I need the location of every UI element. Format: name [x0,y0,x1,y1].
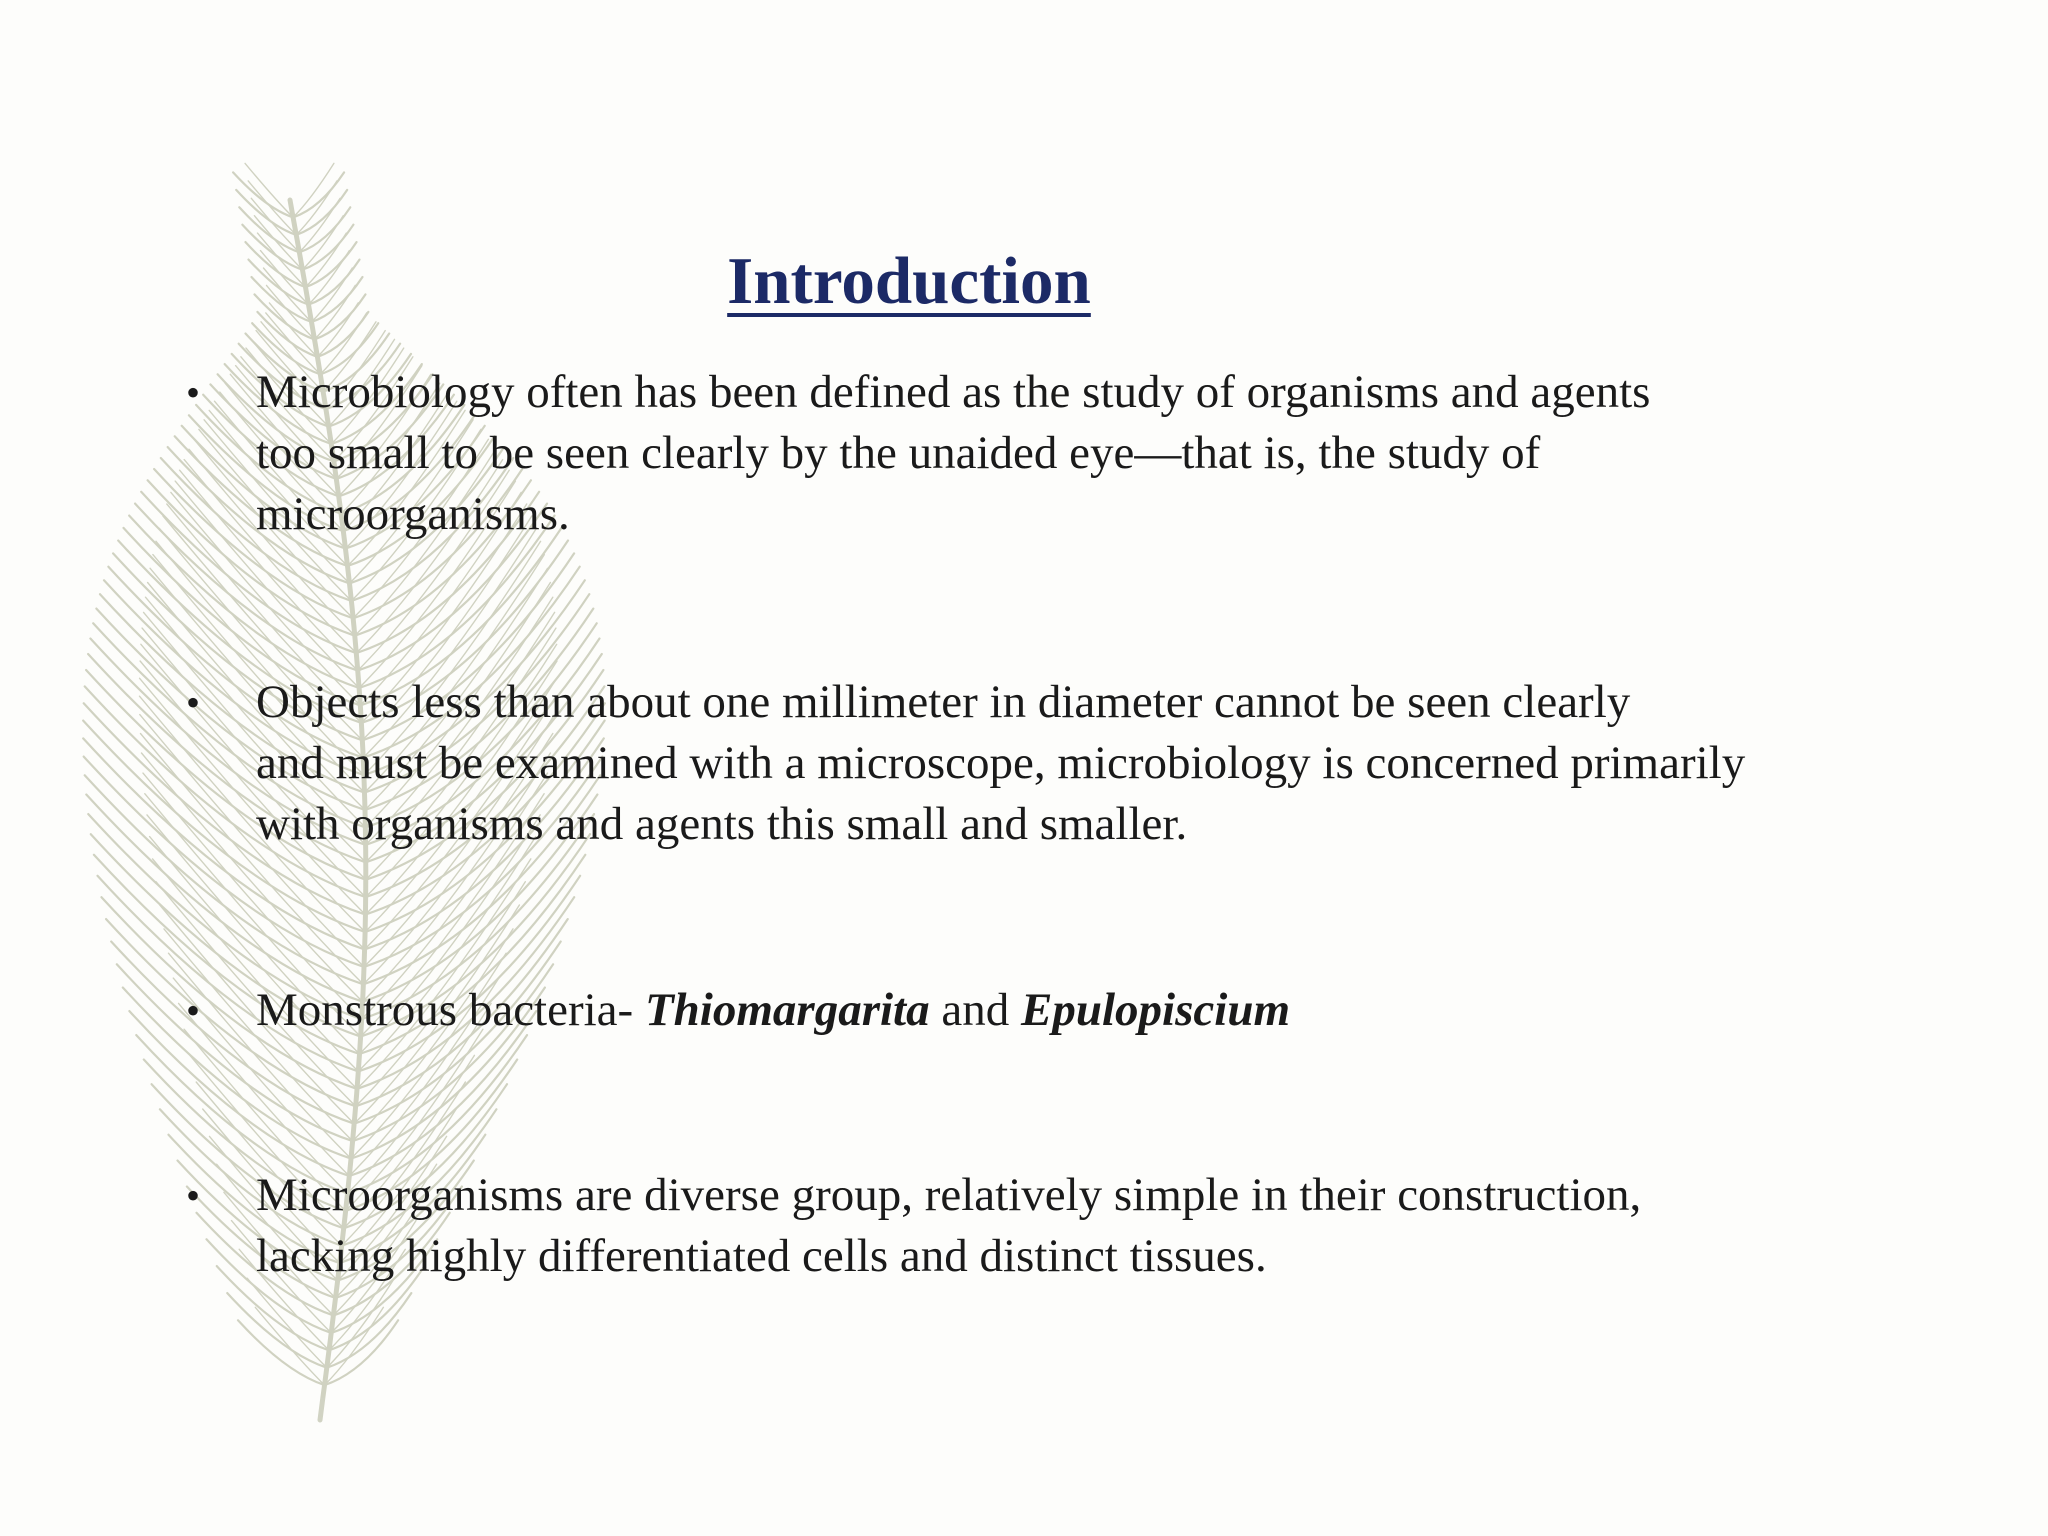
bullet-marker: • [186,1173,201,1218]
bullet-marker: • [186,988,201,1033]
bullet-line: and must be examined with a microscope, microbiology is concerned primarily [256,737,1746,789]
genus-name-thiomargarita: Thiomargarita [644,984,930,1036]
bullet-line: lacking highly differentiated cells and distinct tissues. [256,1230,1267,1282]
bullet-line: Microbiology often has been defined as the study of organisms and agents [256,366,1651,418]
bullet-line: Microorganisms are diverse group, relatively simple in their construction, [256,1169,1642,1221]
bullet-line: with organisms and agents this small and smaller. [256,798,1188,850]
bullet-text [256,672,1906,855]
bullet-joiner: and [929,984,1021,1036]
bullet-marker: • [186,370,201,415]
bullet-line: Objects less than about one millimeter in diameter cannot be seen clearly [256,676,1631,728]
bullet-prefix: Monstrous bacteria- [256,984,645,1036]
bullet-text [256,980,1906,1041]
page-title: Introduction [727,243,1091,318]
genus-name-epulopiscium: Epulopiscium [1021,984,1291,1036]
bullet-line: too small to be seen clearly by the unaided eye—that is, the study of [256,427,1541,479]
bullet-marker: • [186,680,201,725]
bullet-line: microorganisms. [256,488,570,540]
bullet-text [256,362,1906,545]
bullet-text [256,1165,1906,1287]
bullet-line [256,980,1906,1041]
